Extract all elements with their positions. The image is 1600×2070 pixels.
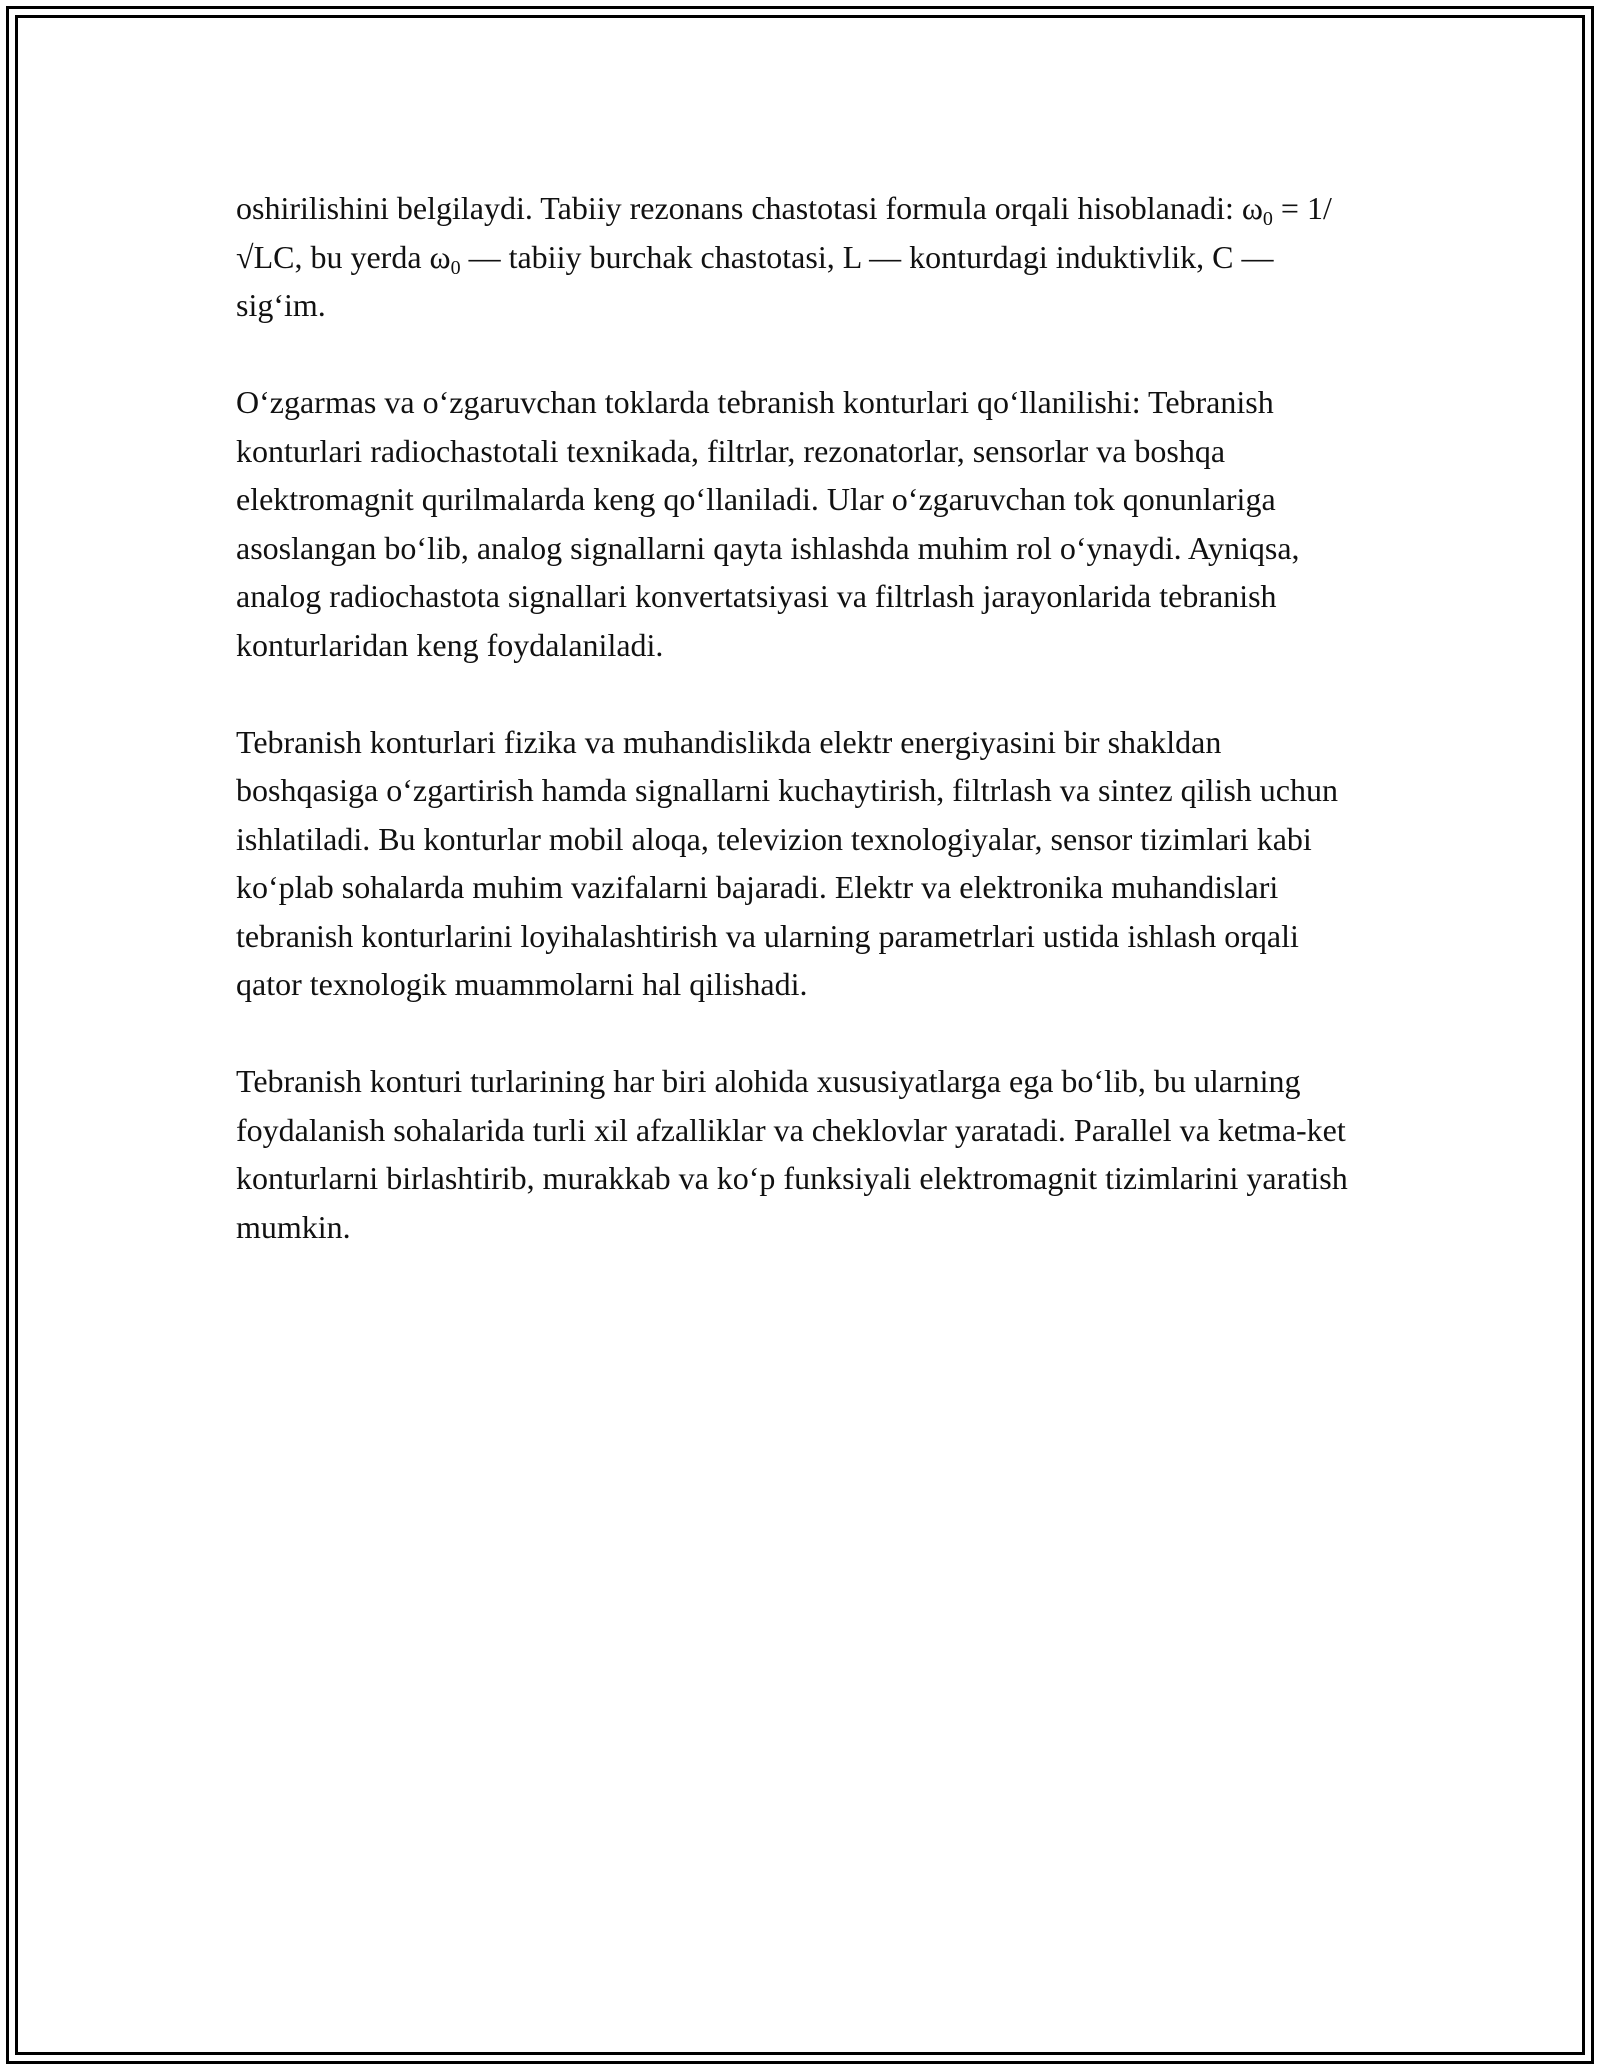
paragraph-circuit-types: Tebranish konturi turlarining har biri alohida xususiyatlarga ega bo‘lib, bu ularning foydalanish sohalarida turli xil afzalliklar va cheklovlar yaratadi. Parallel va ketma-ket konturlarni birlashtirib, murakkab va ko‘p funksiyali elektromagnit tizimlarini yaratish mumkin. [236,1063,1348,1245]
text-segment: oshirilishini belgilaydi. Tabiiy rezonans chastotasi formula orqali hisoblanadi: ω [236,190,1263,226]
subscript: 0 [450,256,461,279]
paragraph-resonance-formula [236,184,1366,330]
paragraph-engineering: Tebranish konturlari fizika va muhandislikda elektr energiyasini bir shakldan boshqasiga o‘zgartirish hamda signallarni kuchaytirish, filtrlash va sintez qilish uchun ishlatiladi. Bu konturlar mobil aloqa, televizion texnologiyalar, sensor tizimlari kabi ko‘plab sohalarda muhim vazifalarni bajaradi. Elektr va elektronika muhandislari tebranish konturlarini loyihalashtirish va ularning parametrlari ustida ishlash orqali qator texnologik muammolarni hal qilishadi. [236,723,1338,1002]
text-segment: — tabiiy burchak chastotasi, L — konturdagi induktivlik, C — sig‘im. [236,238,1274,323]
text-segment: = 1/√LC, bu yerda ω [236,190,1332,275]
paragraph-applications: O‘zgarmas va o‘zgaruvchan toklarda tebranish konturlari qo‘llanilishi: Tebranish konturlari radiochastotali texnikada, filtrlar, rezonatorlar, sensorlar va boshqa elektromagnit qurilmalarda keng qo‘llaniladi. Ular o‘zgaruvchan tok qonunlariga asoslangan bo‘lib, analog signallarni qayta ishlashda muhim rol o‘ynaydi. Ayniqsa, analog radiochastota signallari konvertatsiyasi va filtrlash jarayonlarida tebranish konturlaridan keng foydalaniladi. [236,384,1300,663]
subscript: 0 [1262,208,1273,230]
document-body [236,184,1366,1300]
